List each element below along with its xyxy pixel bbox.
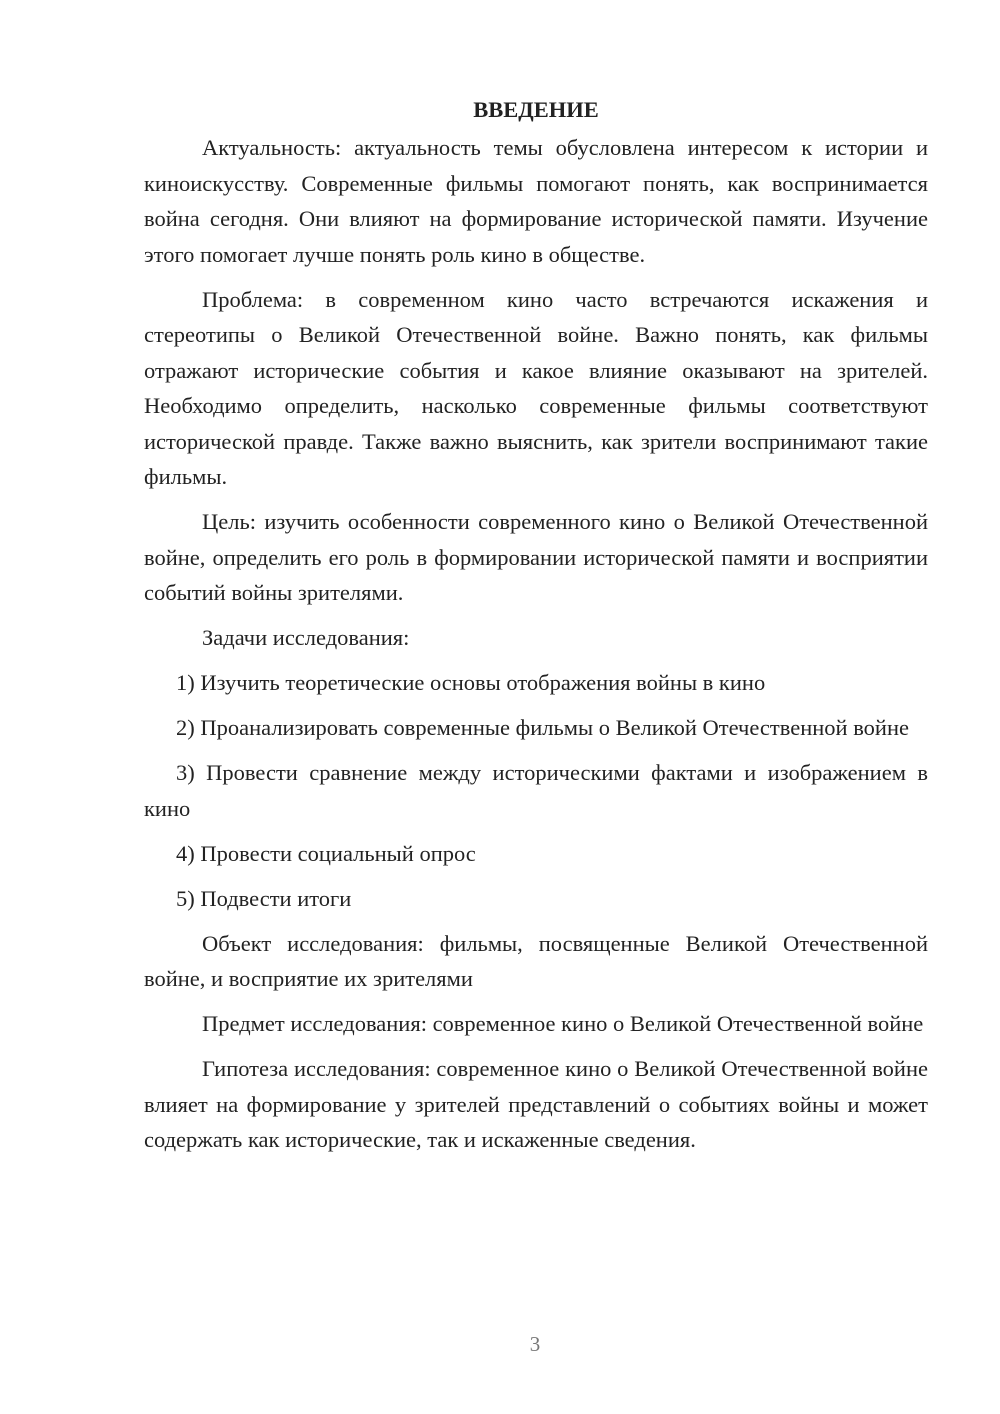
page-number: 3: [529, 1332, 541, 1356]
goal-paragraph: Цель: изучить особенности современного кино о Великой Отечественной войне, определить его роль в формировании исторической памяти и восприятии событий войны зрителями.: [144, 509, 928, 605]
task-item: 4) Провести социальный опрос: [176, 840, 476, 866]
task-item: 5) Подвести итоги: [176, 885, 352, 911]
relevance-paragraph: Актуальность: актуальность темы обусловлена интересом к истории и киноискусству. Современные фильмы помогают понять, как воспринимается война сегодня. Они влияют на формирование исторической памяти. Изучение этого помогает лучше понять роль кино в обществе.: [144, 135, 928, 267]
task-item: 2) Проанализировать современные фильмы о Великой Отечественной войне: [176, 715, 909, 740]
problem-paragraph: Проблема: в современном кино часто встречаются искажения и стереотипы о Великой Отечественной войне. Важно понять, как фильмы отражают исторические события и какое влияние оказывают на зрителей. Необходимо определить, насколько современные фильмы соответствуют исторической правде. Также важно выяснить, как зрители воспринимают такие фильмы.: [144, 286, 928, 489]
task-item: 3) Провести сравнение между историческими фактами и изображением в кино: [144, 760, 928, 821]
subject-paragraph: Предмет исследования: современное кино о Великой Отечественной войне: [202, 1011, 924, 1036]
section-title: ВВЕДЕНИЕ: [473, 97, 599, 122]
page-content: [144, 92, 928, 1167]
object-paragraph: Объект исследования: фильмы, посвященные Великой Отечественной войне, и восприятие их зрителями: [144, 930, 928, 991]
task-item: 1) Изучить теоретические основы отображения войны в кино: [176, 670, 766, 695]
hypothesis-paragraph: Гипотеза исследования: современное кино о Великой Отечественной войне влияет на формирование у зрителей представлений о событиях войны и может содержать как исторические, так и искаженные сведения.: [144, 1056, 928, 1152]
tasks-heading: Задачи исследования:: [202, 625, 410, 650]
